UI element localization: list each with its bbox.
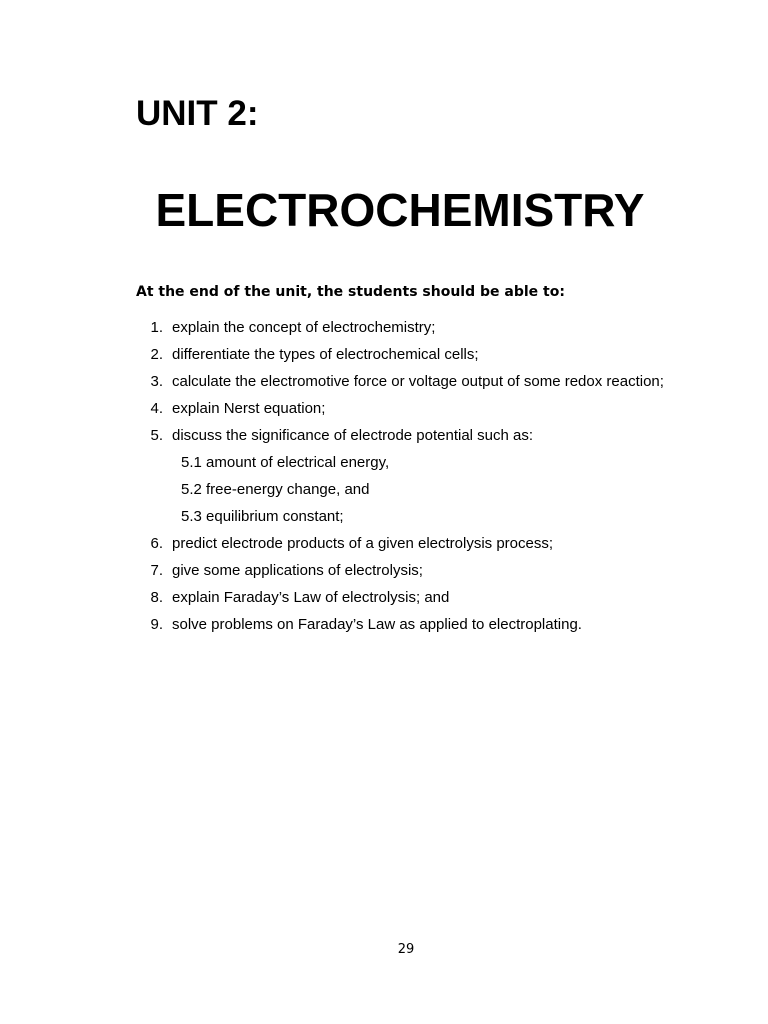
- sub-objective-item: 5.1 amount of electrical energy,: [181, 454, 390, 471]
- objective-number: 2.: [150, 346, 163, 363]
- objective-number: 5.: [150, 427, 163, 444]
- objective-number: 8.: [150, 589, 163, 606]
- objective-number: 6.: [150, 535, 163, 552]
- objective-item: [136, 422, 664, 449]
- learning-objectives-list: [136, 314, 664, 638]
- sub-objective-item: 5.2 free-energy change, and: [181, 481, 370, 498]
- objective-item: [136, 395, 664, 422]
- objective-item: [136, 611, 664, 638]
- objective-number: 1.: [150, 319, 163, 336]
- page-number: 29: [397, 942, 415, 957]
- objective-text: solve problems on Faraday’s Law as applied to electroplating.: [172, 616, 582, 633]
- objective-text: explain Nerst equation;: [172, 400, 326, 417]
- objective-number: 9.: [150, 616, 163, 633]
- objective-item: [136, 368, 664, 395]
- objective-number: 3.: [150, 373, 163, 390]
- objective-text: calculate the electromotive force or voltage output of some redox reaction;: [172, 373, 664, 390]
- unit-title: ELECTROCHEMISTRY: [155, 184, 645, 236]
- objective-text: predict electrode products of a given electrolysis process;: [172, 535, 554, 552]
- objective-item: [136, 530, 664, 557]
- objective-text: differentiate the types of electrochemical cells;: [172, 346, 479, 363]
- objective-text: explain the concept of electrochemistry;: [172, 319, 436, 336]
- objective-item: [136, 584, 664, 611]
- sub-objective-item: 5.3 equilibrium constant;: [181, 508, 344, 525]
- objective-item: [136, 314, 664, 341]
- objective-text: discuss the significance of electrode potential such as:: [172, 427, 534, 444]
- objective-item: [136, 557, 664, 584]
- objective-text: give some applications of electrolysis;: [172, 562, 423, 579]
- objective-item: [136, 341, 664, 368]
- objectives-intro: At the end of the unit, the students should be able to:: [136, 284, 565, 300]
- objective-number: 7.: [150, 562, 163, 579]
- objective-number: 4.: [150, 400, 163, 417]
- objective-text: explain Faraday’s Law of electrolysis; and: [172, 589, 450, 606]
- unit-heading: UNIT 2:: [136, 94, 259, 133]
